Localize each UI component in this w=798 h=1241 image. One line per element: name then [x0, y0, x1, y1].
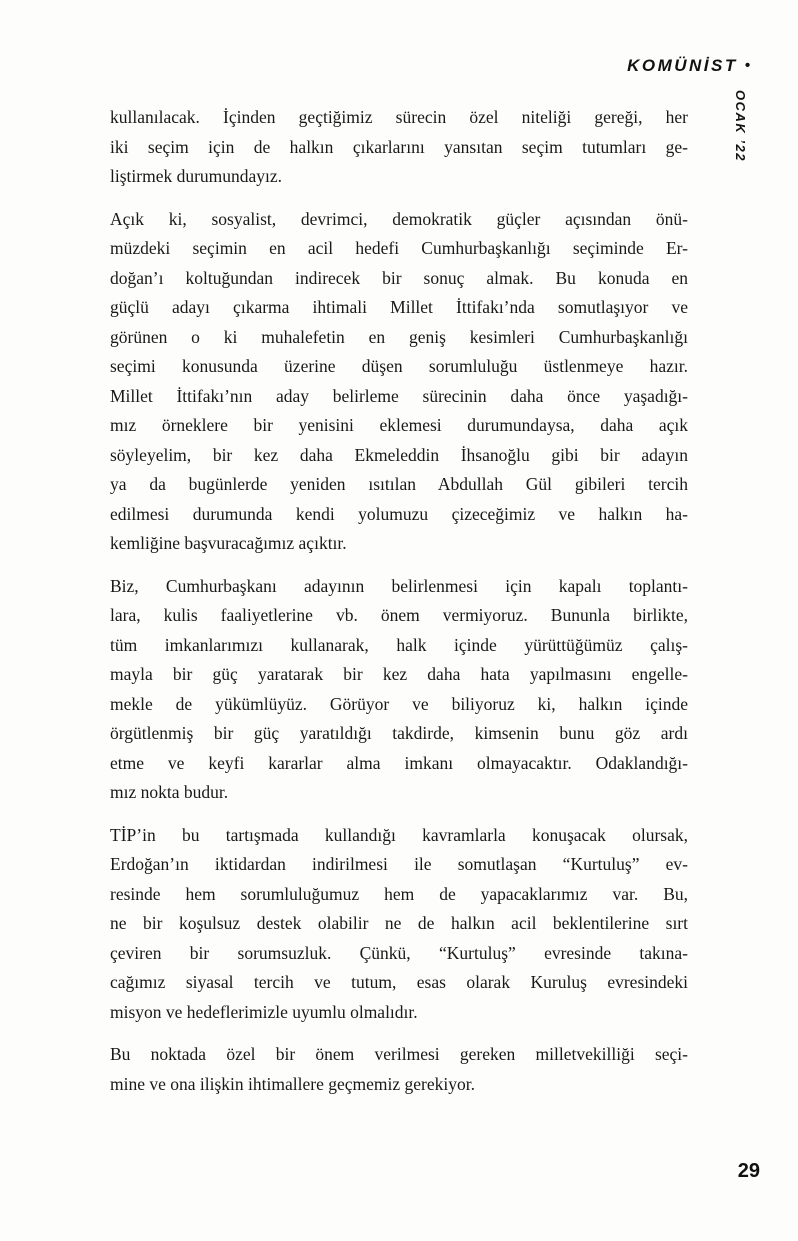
paragraph	[110, 1040, 688, 1099]
text-line: doğan’ı koltuğundan indirecek bir sonuç almak. Bu konuda en	[110, 267, 688, 288]
text-line: örgütlenmiş bir güç yaratıldığı takdirde, kimsenin bunu göz ardı	[110, 723, 688, 743]
text-line: edilmesi durumunda kendi yolumuzu çizeceğimiz ve halkın ha-	[110, 503, 688, 524]
text-line: kullanılacak. İçinden geçtiğimiz sürecin özel niteliği gereği, her	[110, 107, 688, 127]
paragraph	[110, 821, 688, 1028]
body-text	[110, 103, 688, 1112]
paragraph	[110, 205, 688, 559]
text-line: iki seçim için de halkın çıkarlarını yansıtan seçim tutumları ge-	[110, 136, 688, 157]
paragraph	[110, 103, 688, 192]
text-line: resinde hem sorumluluğumuz hem de yapacaklarımız var. Bu,	[110, 883, 688, 904]
text-line: mız nokta budur.	[110, 782, 229, 802]
text-line: liştirmek durumundayız.	[110, 166, 283, 186]
text-line: lara, kulis faaliyetlerine vb. önem vermiyoruz. Bununla birlikte,	[110, 605, 688, 625]
page-header	[627, 56, 750, 76]
text-line: güçlü adayı çıkarma ihtimali Millet İttifakı’nda somutlaşıyor ve	[110, 297, 688, 317]
text-line: mine ve ona ilişkin ihtimallere geçmemiz gerekiyor.	[110, 1073, 475, 1094]
text-line: mız örneklere bir yenisini eklemesi durumundaysa, daha açık	[110, 415, 688, 435]
text-line: görünen o ki muhalefetin en geniş kesimleri Cumhurbaşkanlığı	[110, 326, 688, 347]
text-line: Erdoğan’ın iktidardan indirilmesi ile somutlaşan “Kurtuluş” ev-	[110, 854, 688, 874]
text-line: seçimi konusunda üzerine düşen sorumluluğu üstlenmeye hazır.	[110, 356, 688, 376]
bullet-icon: •	[744, 57, 750, 74]
magazine-title: KOMÜNİST	[627, 56, 738, 75]
text-line: tüm imkanlarımızı kullanarak, halk içinde yürüttüğümüz çalış-	[110, 634, 688, 655]
text-line: misyon ve hedeflerimizle uyumlu olmalıdır.	[110, 1001, 418, 1022]
paragraph	[110, 572, 688, 808]
text-line: ne bir koşulsuz destek olabilir ne de halkın acil beklentilerine sırt	[110, 913, 688, 933]
text-line: mayla bir güç yaratarak bir kez daha hata yapılmasını engelle-	[110, 664, 688, 684]
text-line: söyleyelim, bir kez daha Ekmeleddin İhsanoğlu gibi bir adayın	[110, 444, 688, 465]
text-line: Biz, Cumhurbaşkanı adayının belirlenmesi için kapalı toplantı-	[110, 575, 688, 596]
text-line: Bu noktada özel bir önem verilmesi gereken milletvekilliği seçi-	[110, 1044, 688, 1064]
text-line: Millet İttifakı’nın aday belirleme sürecinin daha önce yaşadığı-	[110, 385, 688, 406]
text-line: etme ve keyfi kararlar alma imkanı olmayacaktır. Odaklandığı-	[110, 752, 688, 773]
text-line: çeviren bir sorumsuzluk. Çünkü, “Kurtuluş” evresinde takına-	[110, 942, 688, 963]
page-number: 29	[737, 1160, 760, 1182]
issue-label: OCAK ’22	[733, 90, 748, 162]
text-line: kemliğine başvuracağımız açıktır.	[110, 533, 347, 553]
text-line: TİP’in bu tartışmada kullandığı kavramlarla konuşacak olursak,	[110, 824, 688, 845]
text-line: müzdeki seçimin en acil hedefi Cumhurbaşkanlığı seçiminde Er-	[110, 238, 688, 258]
text-line: cağımız siyasal tercih ve tutum, esas olarak Kuruluş evresindeki	[110, 972, 688, 992]
text-line: mekle de yükümlüyüz. Görüyor ve biliyoruz ki, halkın içinde	[110, 693, 688, 714]
text-line: Açık ki, sosyalist, devrimci, demokratik güçler açısından önü-	[110, 208, 688, 229]
text-line: ya da bugünlerde yeniden ısıtılan Abdullah Gül gibileri tercih	[110, 474, 688, 494]
